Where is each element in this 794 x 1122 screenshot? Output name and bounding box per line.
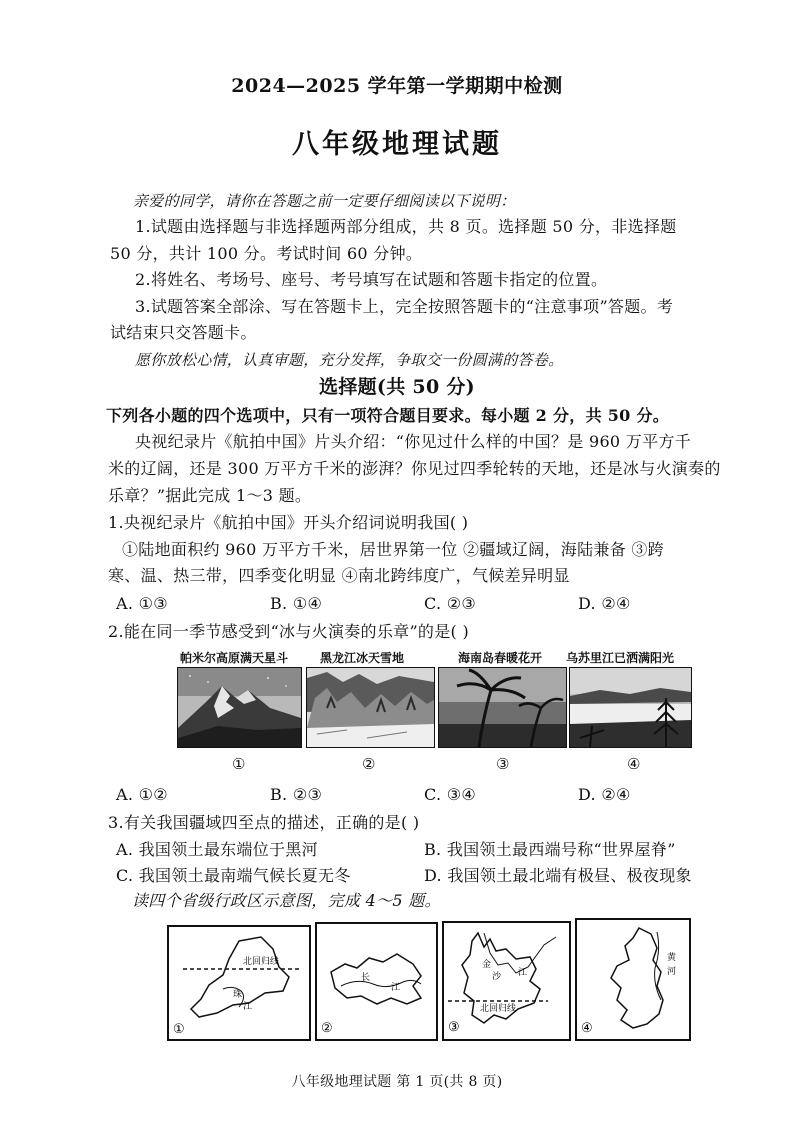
- passage1-line3: 乐章？”据此完成 1～3 题。: [108, 486, 312, 505]
- q3-choice-b[interactable]: B. 我国领土最西端号称“世界屋脊”: [424, 840, 676, 859]
- photo-wusuli: [569, 667, 692, 748]
- passage2: 读四个省级行政区示意图，完成 4～5 题。: [132, 891, 441, 910]
- q2-choice-a[interactable]: A. ①②: [116, 785, 168, 804]
- photo2-caption: 黑龙江冰天雪地: [320, 651, 405, 665]
- q1-stem: 1.央视纪录片《航拍中国》开头介绍词说明我国( ): [108, 513, 469, 532]
- map1-river-char-1: 珠: [233, 989, 243, 999]
- photo1-caption: 帕米尔高原满天星斗: [180, 651, 289, 665]
- instruction-3-line2: 试结束只交答题卡。: [110, 323, 257, 342]
- page-footer: 八年级地理试题 第 1 页(共 8 页): [291, 1074, 503, 1090]
- instruction-2: 2.将姓名、考场号、座号、考号填写在试题和答题卡指定的位置。: [135, 270, 608, 289]
- map4-river-char-2: 河: [667, 966, 677, 976]
- photo-heilongjiang: [306, 667, 435, 748]
- q1-options-line2: 寒、温、热三带，四季变化明显 ④南北跨纬度广，气候差异明显: [108, 566, 570, 585]
- q3-stem: 3.有关我国疆域四至点的描述，正确的是( ): [108, 813, 420, 832]
- province-map-yunnan: [442, 921, 571, 1041]
- q3-choice-c[interactable]: C. 我国领土最南端气候长夏无冬: [116, 866, 351, 885]
- photo2-number: ②: [362, 755, 376, 773]
- q2-choice-d[interactable]: D. ②④: [578, 785, 631, 804]
- q1-choice-c[interactable]: C. ②③: [424, 594, 477, 613]
- photo3-number: ③: [496, 755, 510, 773]
- q1-choice-b[interactable]: B. ①④: [270, 594, 323, 613]
- q1-choice-a[interactable]: A. ①③: [116, 594, 168, 613]
- instruction-1-line2: 50 分，共计 100 分。考试时间 60 分钟。: [110, 244, 423, 263]
- section-title: 选择题(共 50 分): [319, 376, 475, 398]
- map4-number: ④: [581, 1021, 593, 1036]
- instructions-wish: 愿你放松心情，认真审题，充分发挥，争取交一份圆满的答卷。: [135, 351, 564, 369]
- instructions-greeting: 亲爱的同学，请你在答题之前一定要仔细阅读以下说明：: [133, 192, 516, 210]
- passage1-line1: 央视纪录片《航拍中国》片头介绍：“你见过什么样的中国？是 960 万平方千: [135, 432, 691, 451]
- map3-river-char-2: 沙: [492, 971, 502, 981]
- map1-number: ①: [173, 1022, 185, 1037]
- section-directive: 下列各小题的四个选项中，只有一项符合题目要求。每小题 2 分，共 50 分。: [106, 406, 670, 425]
- map3-river-char-1: 金: [482, 959, 492, 969]
- map1-river-char-2: 江: [243, 1001, 253, 1011]
- photo4-number: ④: [627, 755, 641, 773]
- q2-choice-b[interactable]: B. ②③: [270, 785, 323, 804]
- passage1-line2: 米的辽阔，还是 300 万平方千米的澎湃？你见过四季轮转的天地，还是冰与火演奏的: [108, 459, 721, 478]
- map3-number: ③: [448, 1020, 460, 1035]
- photo1-number: ①: [232, 755, 246, 773]
- q1-choice-d[interactable]: D. ②④: [578, 594, 631, 613]
- map4-river-char-1: 黄: [667, 952, 677, 962]
- province-map-shaanxi: [575, 918, 691, 1041]
- map1-tropic-label: 北回归线: [243, 956, 280, 966]
- map2-number: ②: [321, 1021, 333, 1036]
- map2-river-char-2: 江: [391, 982, 401, 992]
- instruction-3-line1: 3.试题答案全部涂、写在答题卡上，完全按照答题卡的“注意事项”答题。考: [135, 297, 674, 316]
- map3-river-char-3: 江: [518, 967, 528, 977]
- photo-pamir: [177, 667, 302, 748]
- q3-choice-a[interactable]: A. 我国领土最东端位于黑河: [116, 840, 318, 859]
- q3-choice-d[interactable]: D. 我国领土最北端有极昼、极夜现象: [424, 866, 692, 885]
- map3-tropic-label: 北回归线: [480, 1003, 517, 1013]
- province-map-guangdong: [167, 925, 311, 1041]
- exam-header: 2024—2025 学年第一学期期中检测: [231, 75, 563, 97]
- q2-choice-c[interactable]: C. ③④: [424, 785, 477, 804]
- page-title: 八年级地理试题: [292, 129, 502, 160]
- q2-stem: 2.能在同一季节感受到“冰与火演奏的乐章”的是( ): [108, 622, 469, 641]
- instruction-1-line1: 1.试题由选择题与非选择题两部分组成，共 8 页。选择题 50 分，非选择题: [135, 217, 677, 236]
- province-map-hubei: [315, 922, 438, 1041]
- q1-options-line1: ①陆地面积约 960 万平方千米，居世界第一位 ②疆域辽阔，海陆兼备 ③跨: [122, 540, 664, 559]
- photo3-caption: 海南岛春暖花开: [458, 651, 543, 665]
- map2-river-char-1: 长: [361, 972, 371, 982]
- photo-hainan: [438, 667, 567, 748]
- photo4-caption: 乌苏里江已洒满阳光: [566, 651, 675, 665]
